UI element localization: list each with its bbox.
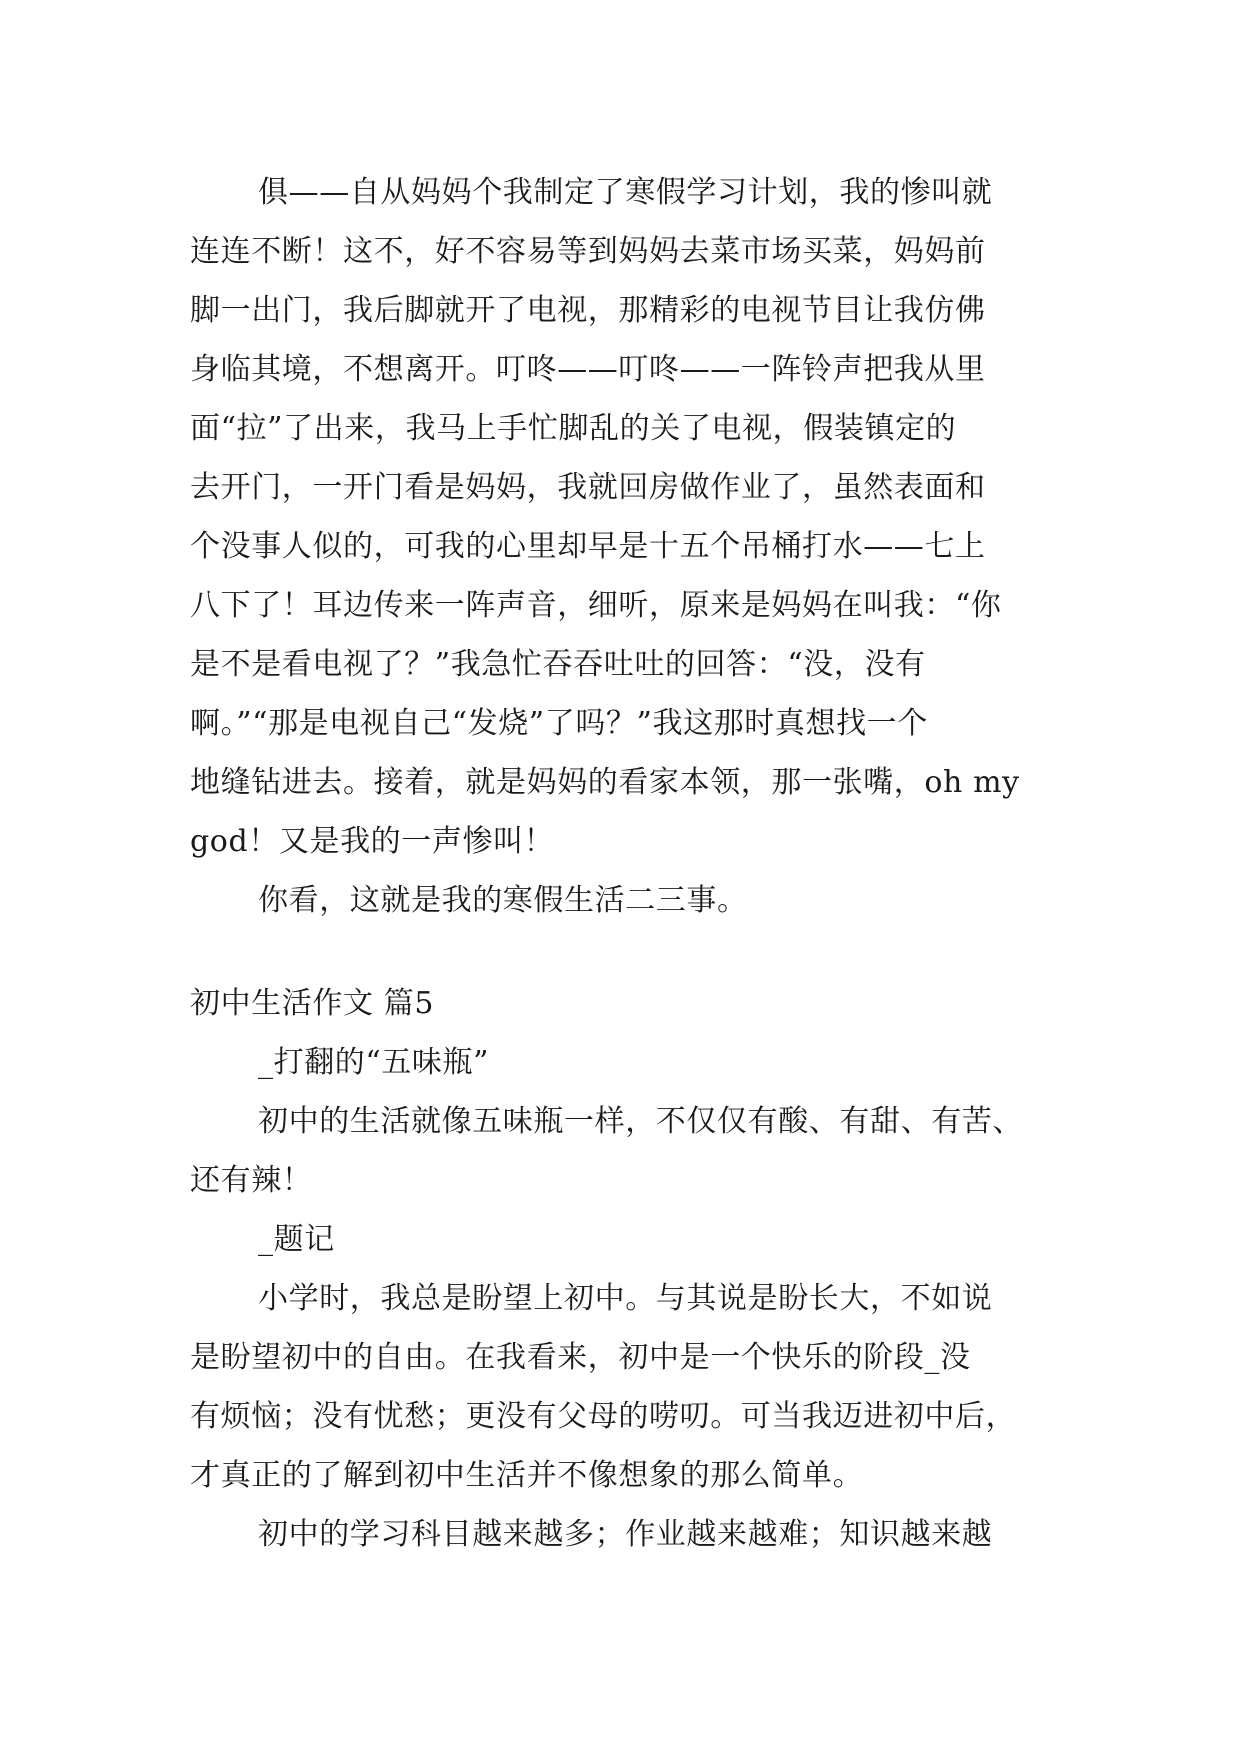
text-line: 去开门，一开门看是妈妈，我就回房做作业了，虽然表面和 xyxy=(190,470,986,505)
text-line: god！又是我的一声惨叫！ xyxy=(190,824,555,859)
section-heading: 初中生活作文 篇5 xyxy=(190,986,435,1021)
text-line: 八下了！耳边传来一阵声音，细听，原来是妈妈在叫我：“你 xyxy=(190,588,1002,623)
text-line: 啊。”“那是电视自己“发烧”了吗？”我这那时真想找一个 xyxy=(190,706,928,741)
text-line: 初中的生活就像五味瓶一样，不仅仅有酸、有甜、有苦、 xyxy=(258,1104,1023,1139)
text-line: _打翻的“五味瓶” xyxy=(258,1045,490,1080)
text-line: 身临其境，不想离开。叮咚——叮咚——一阵铃声把我从里 xyxy=(190,352,986,387)
text-line: 还有辣！ xyxy=(190,1163,313,1198)
text-line: 俱——自从妈妈个我制定了寒假学习计划，我的惨叫就 xyxy=(258,175,993,210)
text-line: _题记 xyxy=(258,1222,335,1257)
text-line: 初中的学习科目越来越多；作业越来越难；知识越来越 xyxy=(258,1517,993,1552)
text-line: 才真正的了解到初中生活并不像想象的那么简单。 xyxy=(190,1458,864,1493)
text-line: 有烦恼；没有忧愁；更没有父母的唠叨。可当我迈进初中后， xyxy=(190,1399,1017,1434)
text-line: 小学时，我总是盼望上初中。与其说是盼长大，不如说 xyxy=(258,1281,993,1316)
text-line: 面“拉”了出来，我马上手忙脚乱的关了电视，假装镇定的 xyxy=(190,411,957,446)
text-line: 地缝钻进去。接着，就是妈妈的看家本领，那一张嘴，oh my xyxy=(190,765,1020,800)
text-line: 脚一出门，我后脚就开了电视，那精彩的电视节目让我仿佛 xyxy=(190,293,986,328)
text-line: 是盼望初中的自由。在我看来，初中是一个快乐的阶段_没 xyxy=(190,1340,971,1375)
text-line: 是不是看电视了？”我急忙吞吞吐吐的回答：“没，没有 xyxy=(190,647,926,682)
text-line: 连连不断！这不，好不容易等到妈妈去菜市场买菜，妈妈前 xyxy=(190,234,986,269)
text-line: 个没事人似的，可我的心里却早是十五个吊桶打水——七上 xyxy=(190,529,986,564)
text-line: 你看，这就是我的寒假生活二三事。 xyxy=(258,883,748,918)
